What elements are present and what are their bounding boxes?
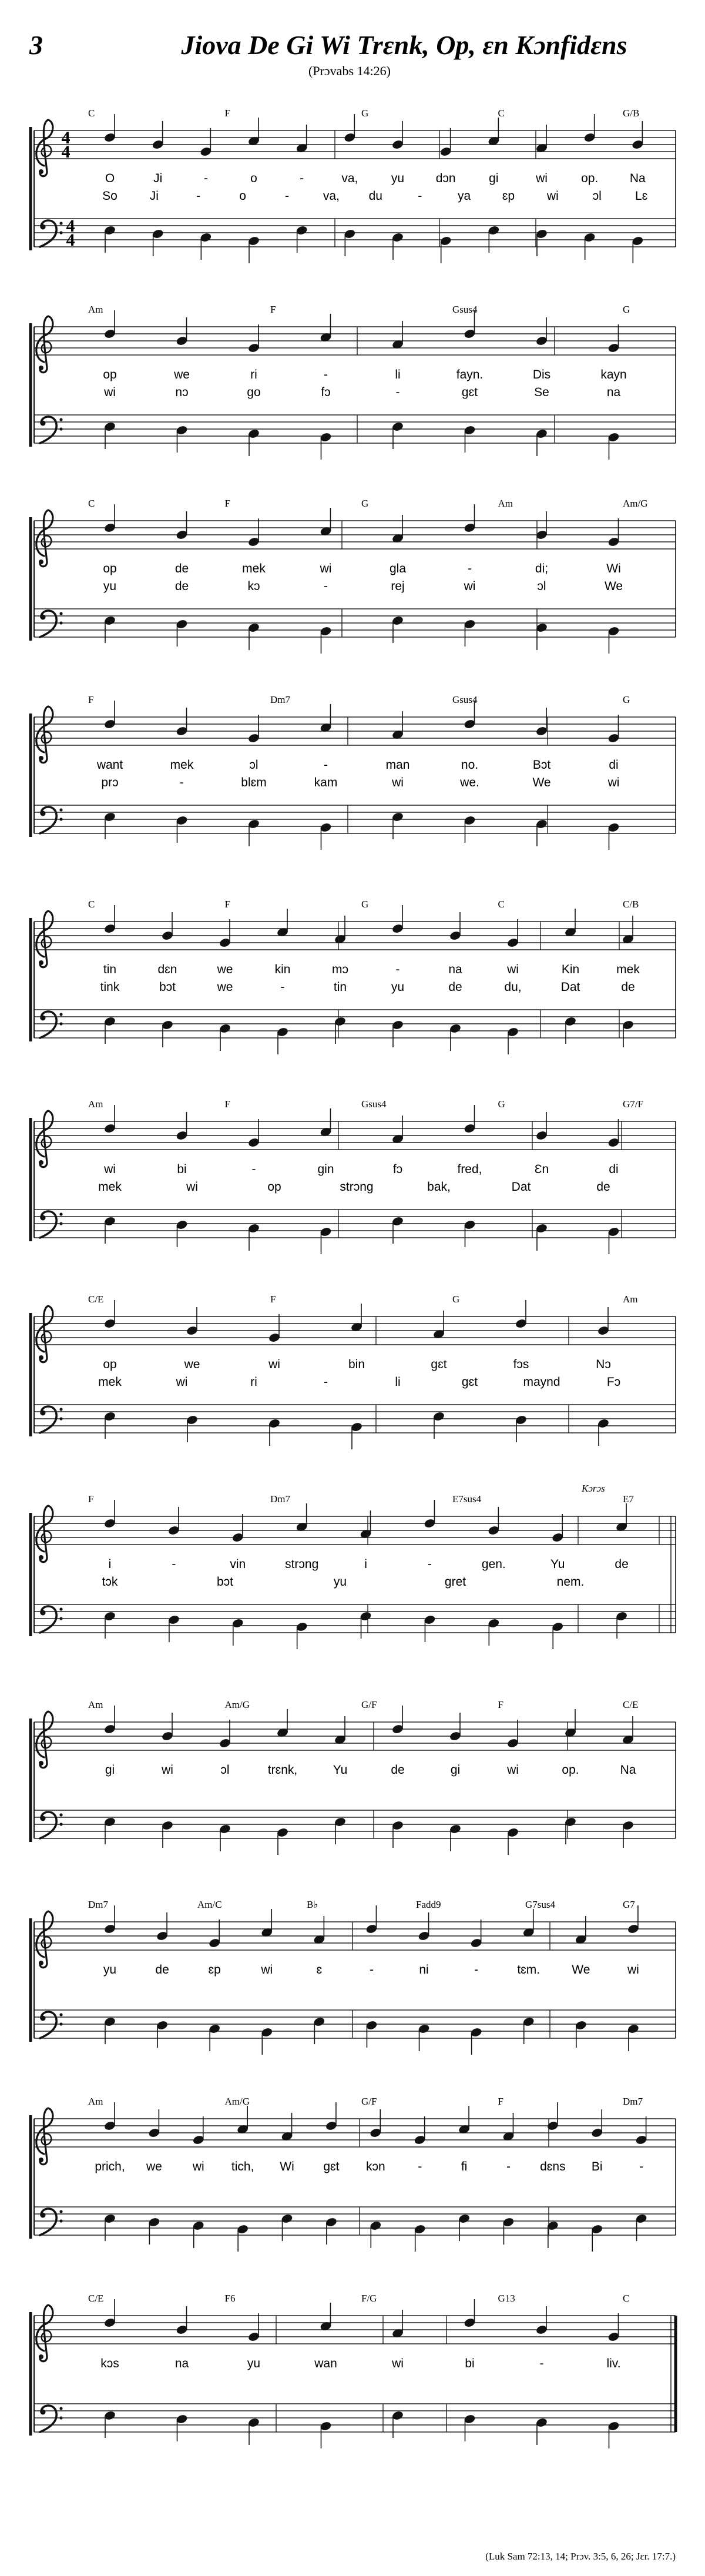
lyric-syllable: wi <box>320 562 332 575</box>
chord-symbol: C <box>498 899 505 910</box>
lyric-syllable: - <box>180 776 184 789</box>
lyric-syllable: wi <box>392 776 404 789</box>
lyric-syllable: we <box>146 2160 162 2173</box>
system <box>31 1098 676 1254</box>
lyric-syllable: gla <box>389 562 407 575</box>
time-signature-top: 4 <box>61 128 70 148</box>
lyric-syllable: Bɔt <box>532 758 551 772</box>
lyric-syllable: Ji <box>149 189 159 203</box>
lyric-syllable: i <box>108 1557 112 1571</box>
lyric-syllable: Ji <box>153 172 163 185</box>
chord-symbol: F <box>498 1699 503 1710</box>
lyric-syllable: - <box>639 2160 644 2173</box>
bass-staff <box>34 1010 676 1054</box>
chord-symbol: C/E <box>623 1699 639 1710</box>
lyric-syllable: Dis <box>532 368 551 381</box>
lyric-syllable: li <box>395 368 401 381</box>
lyric-syllable: - <box>395 386 400 399</box>
lyric-syllable: gi <box>489 172 499 185</box>
chord-symbol: Am/G <box>224 2096 250 2107</box>
lyric-syllable: Yu <box>333 1763 348 1777</box>
lyric-syllable: wi <box>104 1163 116 1176</box>
lyric-syllable: gɛt <box>323 2160 340 2173</box>
lyric-syllable: wi <box>176 1375 188 1389</box>
lyric-syllable: mek <box>170 758 194 772</box>
lyric-syllable: fi <box>461 2160 468 2173</box>
lyric-syllable: nɔ <box>175 386 189 399</box>
lyric-syllable: bin <box>348 1358 365 1371</box>
chord-symbol: Am <box>88 304 103 315</box>
lyric-syllable: We <box>604 579 623 593</box>
lyric-syllable: wi <box>507 1763 519 1777</box>
lyric-syllable: ri <box>250 368 257 381</box>
bass-staff <box>34 1210 676 1254</box>
bass-staff <box>34 609 676 654</box>
lyric-syllable: va, <box>323 189 340 203</box>
treble-staff <box>34 1905 676 1968</box>
lyric-syllable: - <box>418 2160 422 2173</box>
system <box>31 694 676 850</box>
lyric-syllable: op. <box>562 1763 579 1777</box>
time-signature-top: 4 <box>66 216 75 236</box>
system <box>31 899 676 1054</box>
lyric-syllable: Ɛn <box>534 1163 549 1176</box>
song-title: Jiova De Gi Wi Trɛnk, Op, ɛn Kɔnfidɛns <box>181 30 627 60</box>
chord-symbol: F/G <box>361 2293 377 2304</box>
lyric-syllable: bɔt <box>216 1575 234 1589</box>
chord-symbol: F <box>270 304 276 315</box>
lyric-syllable: wi <box>392 2357 404 2370</box>
lyric-syllable: bɔt <box>159 980 176 994</box>
bass-staff <box>34 1604 676 1649</box>
chord-symbol: C <box>88 108 95 119</box>
lyric-syllable: We <box>572 1963 590 1977</box>
chord-symbol: F6 <box>224 2293 236 2304</box>
chord-symbol: C <box>88 899 95 910</box>
chord-symbol: Gsus4 <box>452 694 478 705</box>
lyric-syllable: dɔn <box>435 172 456 185</box>
chord-symbol: G <box>361 498 369 509</box>
lyric-syllable: op <box>103 562 117 575</box>
lyric-syllable: tin <box>103 963 117 976</box>
chord-symbol: Am <box>88 1098 103 1110</box>
chord-symbol: Am <box>88 2096 103 2107</box>
chord-symbol: C/B <box>623 899 639 910</box>
lyric-syllable: o <box>239 189 246 203</box>
lyric-syllable: yu <box>333 1575 347 1589</box>
lyric-syllable: dɛn <box>157 963 177 976</box>
lyric-syllable: gɛt <box>431 1358 447 1371</box>
time-signature-bottom: 4 <box>61 142 70 162</box>
chord-symbol: E7 <box>623 1493 634 1505</box>
lyric-syllable: kayn <box>600 368 627 381</box>
lyric-syllable: na <box>606 386 621 399</box>
bass-staff <box>34 1405 676 1449</box>
lyric-syllable: - <box>506 2160 511 2173</box>
bass-staff <box>34 805 676 850</box>
lyric-syllable: we <box>217 980 233 994</box>
lyric-syllable: prɔ <box>101 776 119 789</box>
lyric-syllable: Se <box>534 386 549 399</box>
lyric-syllable: tɛm. <box>517 1963 540 1977</box>
lyric-syllable: ɛp <box>208 1963 221 1977</box>
lyric-syllable: du <box>368 189 382 203</box>
lyric-syllable: - <box>427 1557 432 1571</box>
lyric-syllable: i <box>364 1557 367 1571</box>
lyric-syllable: gret <box>444 1575 466 1589</box>
lyric-syllable: ɔl <box>220 1763 230 1777</box>
page-number: 3 <box>29 30 43 60</box>
bass-staff <box>34 2404 676 2448</box>
lyric-syllable: fred, <box>457 1163 482 1176</box>
treble-staff <box>34 2299 676 2361</box>
lyric-syllable: We <box>532 776 551 789</box>
lyric-syllable: ɛp <box>502 189 515 203</box>
lyric-syllable: fɔ <box>321 386 331 399</box>
lyric-syllable: yu <box>391 172 405 185</box>
treble-staff <box>34 1706 676 1768</box>
chord-symbol: F <box>270 1294 276 1305</box>
lyric-syllable: wi <box>186 1180 198 1194</box>
lyric-syllable: - <box>324 368 328 381</box>
chord-symbol: G <box>623 304 630 315</box>
lyric-syllable: dɛns <box>540 2160 566 2173</box>
treble-staff <box>34 114 676 176</box>
lyric-syllable: Fɔ <box>606 1375 621 1389</box>
lyric-syllable: we <box>217 963 233 976</box>
bass-staff <box>34 2207 676 2252</box>
lyric-syllable: wi <box>104 386 116 399</box>
chord-symbol: Dm7 <box>270 1493 290 1505</box>
lyric-syllable: Dat <box>511 1180 531 1194</box>
lyric-syllable: ɛ <box>316 1963 323 1977</box>
lyric-syllable: de <box>391 1763 405 1777</box>
lyric-syllable: Wi <box>606 562 621 575</box>
chord-symbol: C/E <box>88 1294 104 1305</box>
lyric-syllable: mek <box>616 963 640 976</box>
lyric-syllable: - <box>418 189 422 203</box>
lyric-syllable: strɔng <box>340 1180 374 1194</box>
chord-symbol: Am/G <box>224 1699 250 1710</box>
lyric-syllable: yu <box>391 980 405 994</box>
lyric-syllable: va, <box>341 172 358 185</box>
lyric-syllable: vin <box>230 1557 246 1571</box>
lyric-syllable: op <box>103 368 117 381</box>
lyric-syllable: wi <box>464 579 476 593</box>
lyric-syllable: tɔk <box>102 1575 118 1589</box>
lyric-syllable: Dat <box>560 980 580 994</box>
bass-staff <box>34 1810 676 1855</box>
lyric-syllable: Wi <box>280 2160 294 2173</box>
lyric-syllable: we. <box>460 776 479 789</box>
lyric-syllable: kɔ <box>247 579 260 593</box>
lyric-syllable: maynd <box>523 1375 560 1389</box>
lyric-syllable: gi <box>105 1763 115 1777</box>
chord-symbol: C <box>623 2293 630 2304</box>
treble-staff <box>34 504 676 567</box>
lyric-syllable: tink <box>100 980 120 994</box>
lyric-syllable: fɔ <box>392 1163 403 1176</box>
bass-staff <box>34 2010 676 2055</box>
lyric-syllable: ɔl <box>537 579 546 593</box>
lyric-syllable: wi <box>261 1963 273 1977</box>
lyric-syllable: O <box>105 172 115 185</box>
chord-symbol: G7sus4 <box>525 1899 556 1910</box>
treble-staff <box>34 2102 676 2165</box>
lyric-syllable: di; <box>535 562 549 575</box>
lyric-syllable: bak, <box>427 1180 451 1194</box>
lyric-syllable: wi <box>546 189 559 203</box>
lyric-syllable: - <box>172 1557 176 1571</box>
lyric-syllable: trɛnk, <box>267 1763 298 1777</box>
chord-symbol: C/E <box>88 2293 104 2304</box>
lyric-syllable: - <box>300 172 304 185</box>
lyric-syllable: - <box>196 189 201 203</box>
lyric-syllable: - <box>324 579 328 593</box>
system <box>31 304 676 460</box>
chord-symbol: Am <box>88 1699 103 1710</box>
lyric-syllable: gɛt <box>461 1375 478 1389</box>
lyric-syllable: yu <box>247 2357 261 2370</box>
lyric-syllable: bi <box>465 2357 475 2370</box>
lyric-syllable: ya <box>457 189 471 203</box>
chord-symbol: Am/C <box>197 1899 222 1910</box>
lyric-syllable: strɔng <box>285 1557 319 1571</box>
lyric-syllable: mek <box>98 1375 122 1389</box>
chord-symbol: Am <box>623 1294 638 1305</box>
lyric-syllable: mek <box>242 562 266 575</box>
treble-staff <box>34 905 676 967</box>
lyric-syllable: - <box>285 189 290 203</box>
section-label: Kɔrɔs <box>582 1483 605 1494</box>
lyric-syllable: wi <box>162 1763 173 1777</box>
lyric-syllable: wi <box>536 172 548 185</box>
system <box>31 1899 676 2055</box>
lyric-syllable: go <box>247 386 261 399</box>
system <box>31 2096 676 2252</box>
bass-staff <box>34 415 676 460</box>
lyric-syllable: op <box>267 1180 281 1194</box>
lyric-syllable: ɔl <box>249 758 258 772</box>
chord-symbol: G7/F <box>623 1098 643 1110</box>
lyric-syllable: Na <box>629 172 646 185</box>
lyric-syllable: So <box>102 189 118 203</box>
lyric-syllable: Kin <box>561 963 580 976</box>
lyric-syllable: gi <box>450 1763 461 1777</box>
treble-staff <box>34 310 676 373</box>
lyric-syllable: de <box>621 980 635 994</box>
lyric-syllable: Bi <box>591 2160 603 2173</box>
lyric-syllable: - <box>324 758 328 772</box>
lyric-syllable: wi <box>627 1963 639 1977</box>
lyric-syllable: kam <box>314 776 338 789</box>
chord-symbol: F <box>224 899 230 910</box>
lyric-syllable: wi <box>607 776 620 789</box>
chord-symbol: F <box>498 2096 503 2107</box>
lyric-syllable: Nɔ <box>596 1358 611 1371</box>
chord-symbol: F <box>88 694 94 705</box>
lyric-syllable: kɔs <box>100 2357 119 2370</box>
lyric-syllable: wi <box>507 963 519 976</box>
lyric-syllable: de <box>174 579 189 593</box>
lyric-syllable: de <box>615 1557 629 1571</box>
lyric-syllable: want <box>96 758 123 772</box>
lyric-syllable: li <box>395 1375 401 1389</box>
chord-symbol: G <box>361 899 369 910</box>
lyric-syllable: gen. <box>481 1557 506 1571</box>
lyric-syllable: kin <box>274 963 291 976</box>
lyric-syllable: o <box>250 172 257 185</box>
lyric-syllable: - <box>468 562 472 575</box>
chord-symbol: G/B <box>623 108 640 119</box>
chord-symbol: G/F <box>361 1699 377 1710</box>
lyric-syllable: yu <box>103 579 117 593</box>
lyric-syllable: mek <box>98 1180 122 1194</box>
lyric-syllable: de <box>155 1963 169 1977</box>
chord-symbol: Gsus4 <box>452 304 478 315</box>
chord-symbol: F <box>224 108 230 119</box>
lyric-syllable: na <box>448 963 462 976</box>
chord-symbol: Dm7 <box>270 694 290 705</box>
lyric-syllable: Lɛ <box>634 189 648 203</box>
chord-symbol: C <box>88 498 95 509</box>
lyric-syllable: - <box>395 963 400 976</box>
page-header <box>29 30 627 78</box>
chord-symbol: F <box>224 1098 230 1110</box>
system <box>31 1294 676 1449</box>
lyric-syllable: tich, <box>231 2160 254 2173</box>
lyric-syllable: bi <box>177 1163 187 1176</box>
chord-symbol: Gsus4 <box>361 1098 387 1110</box>
lyric-syllable: Na <box>620 1763 636 1777</box>
lyric-syllable: - <box>280 980 285 994</box>
lyric-syllable: gɛt <box>461 386 478 399</box>
lyric-syllable: wi <box>192 2160 204 2173</box>
lyric-syllable: liv. <box>606 2357 621 2370</box>
chord-symbol: E7sus4 <box>452 1493 482 1505</box>
lyric-syllable: - <box>251 1163 256 1176</box>
lyric-syllable: wi <box>268 1358 280 1371</box>
lyric-syllable: de <box>596 1180 610 1194</box>
chord-symbol: G/F <box>361 2096 377 2107</box>
chord-symbol: Dm7 <box>623 2096 643 2107</box>
lyric-syllable: op <box>103 1358 117 1371</box>
treble-staff <box>34 1105 676 1167</box>
lyric-syllable: du, <box>504 980 522 994</box>
treble-staff <box>34 701 676 763</box>
system <box>31 108 676 263</box>
lyric-syllable: rej <box>391 579 405 593</box>
lyric-syllable: fayn. <box>456 368 484 381</box>
chord-symbol: Am <box>498 498 513 509</box>
lyric-syllable: we <box>184 1358 200 1371</box>
lyric-syllable: man <box>385 758 410 772</box>
lyric-syllable: - <box>324 1375 328 1389</box>
lyric-syllable: op. <box>581 172 599 185</box>
treble-staff <box>34 1300 676 1362</box>
chord-symbol: G <box>361 108 369 119</box>
lyric-syllable: fɔs <box>513 1358 529 1371</box>
song-subtitle: (Prɔvabs 14:26) <box>308 63 391 78</box>
chord-symbol: Am/G <box>623 498 648 509</box>
lyric-syllable: di <box>609 758 619 772</box>
source-note: (Luk Sam 72:13, 14; Prɔv. 3:5, 6, 26; Jɛr. 17:7.) <box>485 2551 676 2562</box>
chord-symbol: G <box>452 1294 460 1305</box>
chord-symbol: C <box>498 108 505 119</box>
lyric-syllable: de <box>174 562 189 575</box>
chord-symbol: F <box>88 1493 94 1505</box>
lyric-syllable: yu <box>103 1963 117 1977</box>
system <box>31 498 676 654</box>
chord-symbol: G <box>623 694 630 705</box>
lyric-syllable: di <box>609 1163 619 1176</box>
time-signature-bottom: 4 <box>66 230 75 250</box>
lyric-syllable: no. <box>461 758 479 772</box>
systems <box>31 108 676 2448</box>
lyric-syllable: kɔn <box>365 2160 385 2173</box>
system <box>31 1699 676 1855</box>
lyric-syllable: de <box>448 980 462 994</box>
lyric-syllable: gin <box>317 1163 334 1176</box>
system <box>31 1483 676 1649</box>
lyric-syllable: blɛm <box>241 776 267 789</box>
lyric-syllable: ɔl <box>592 189 602 203</box>
chord-symbol: G7 <box>623 1899 635 1910</box>
lyric-syllable: mɔ <box>332 963 348 976</box>
bass-staff <box>34 216 676 263</box>
lyric-syllable: - <box>539 2357 544 2370</box>
lyric-syllable: - <box>474 1963 479 1977</box>
chord-symbol: F <box>224 498 230 509</box>
chord-symbol: Fadd9 <box>416 1899 441 1910</box>
chord-symbol: Dm7 <box>88 1899 108 1910</box>
chord-symbol: G <box>498 1098 505 1110</box>
lyric-syllable: ni <box>419 1963 429 1977</box>
lyric-syllable: prich, <box>95 2160 125 2173</box>
lyric-syllable: nem. <box>556 1575 585 1589</box>
system <box>31 2293 676 2448</box>
lyric-syllable: Yu <box>550 1557 565 1571</box>
lyric-syllable: - <box>369 1963 374 1977</box>
chord-symbol: G13 <box>498 2293 515 2304</box>
lyric-syllable: - <box>203 172 208 185</box>
lyric-syllable: na <box>174 2357 189 2370</box>
lyric-syllable: ri <box>250 1375 257 1389</box>
lyric-syllable: tin <box>333 980 347 994</box>
lyric-syllable: wan <box>314 2357 337 2370</box>
treble-staff <box>34 1500 676 1562</box>
lyric-syllable: we <box>174 368 190 381</box>
chord-symbol: B♭ <box>307 1899 318 1910</box>
